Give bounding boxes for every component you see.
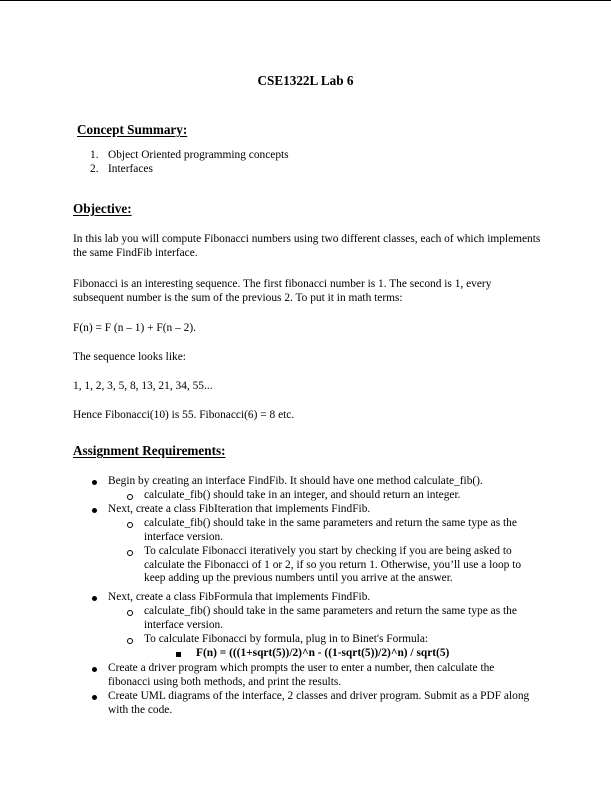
requirement-3-sub-2: To calculate Fibonacci by formula, plug in to Binet's Formula: <box>144 633 429 645</box>
fibonacci-sequence: 1, 1, 2, 3, 5, 8, 13, 21, 34, 55... <box>73 380 213 392</box>
bullet-disc-icon <box>92 667 97 672</box>
objective-paragraph-2: Fibonacci is an interesting sequence. The first fibonacci number is 1. The second is 1, every subsequent number is the sum of the previous 2. To put it in math terms: <box>73 278 492 304</box>
objective-paragraph-3: The sequence looks like: <box>73 351 186 363</box>
requirement-3-sub-1: calculate_fib() should take in the same parameters and return the same type as the interface version. <box>144 605 517 631</box>
concept-item-2: 2. Interfaces <box>90 163 153 175</box>
concept-summary-heading: Concept Summary: <box>77 122 188 137</box>
concept-item-1-text: Object Oriented programming concepts <box>108 149 289 161</box>
bullet-circle-icon <box>127 522 133 528</box>
requirements-heading: Assignment Requirements: <box>73 443 226 458</box>
bullet-disc-icon <box>92 480 97 485</box>
requirement-2-sub-1: calculate_fib() should take in the same parameters and return the same type as the interface version. <box>144 517 517 543</box>
requirement-1: Begin by creating an interface FindFib. It should have one method calculate_fib(). <box>108 475 483 487</box>
bullet-square-icon <box>176 652 181 657</box>
concept-item-2-text: Interfaces <box>108 163 153 175</box>
page-title: CSE1322L Lab 6 <box>257 73 354 88</box>
page-top-border <box>0 0 611 1</box>
requirement-4: Create a driver program which prompts the user to enter a number, then calculate the fibonacci using both methods, and print the results. <box>108 662 495 688</box>
bullet-circle-icon <box>127 550 133 556</box>
bullet-circle-icon <box>127 610 133 616</box>
binet-formula: F(n) = (((1+sqrt(5))/2)^n - ((1-sqrt(5))/2)^n) / sqrt(5) <box>196 647 450 659</box>
bullet-disc-icon <box>92 695 97 700</box>
fibonacci-formula: F(n) = F (n – 1) + F(n – 2). <box>73 322 196 334</box>
requirement-1-sub-1: calculate_fib() should take in an integer, and should return an integer. <box>144 489 461 501</box>
requirement-3: Next, create a class FibFormula that implements FindFib. <box>108 591 371 603</box>
requirement-2-sub-2: To calculate Fibonacci iteratively you start by checking if you are being asked to calculate the Fibonacci of 1 or 2, if so you return 1. Otherwise, you’ll use a loop to keep adding up the previous numbers until you arrive at the answer. <box>144 545 522 585</box>
bullet-circle-icon <box>127 638 133 644</box>
requirement-2: Next, create a class FibIteration that implements FindFib. <box>108 503 371 515</box>
objective-paragraph-1: In this lab you will compute Fibonacci numbers using two different classes, each of which implements the same FindFib interface. <box>73 233 541 259</box>
objective-paragraph-4: Hence Fibonacci(10) is 55. Fibonacci(6) = 8 etc. <box>73 409 295 421</box>
objective-heading: Objective: <box>73 201 132 216</box>
bullet-disc-icon <box>92 596 97 601</box>
requirement-5: Create UML diagrams of the interface, 2 classes and driver program. Submit as a PDF along with the code. <box>108 690 530 716</box>
bullet-disc-icon <box>92 508 97 513</box>
bullet-circle-icon <box>127 494 133 500</box>
concept-item-1: 1. Object Oriented programming concepts <box>90 149 289 161</box>
